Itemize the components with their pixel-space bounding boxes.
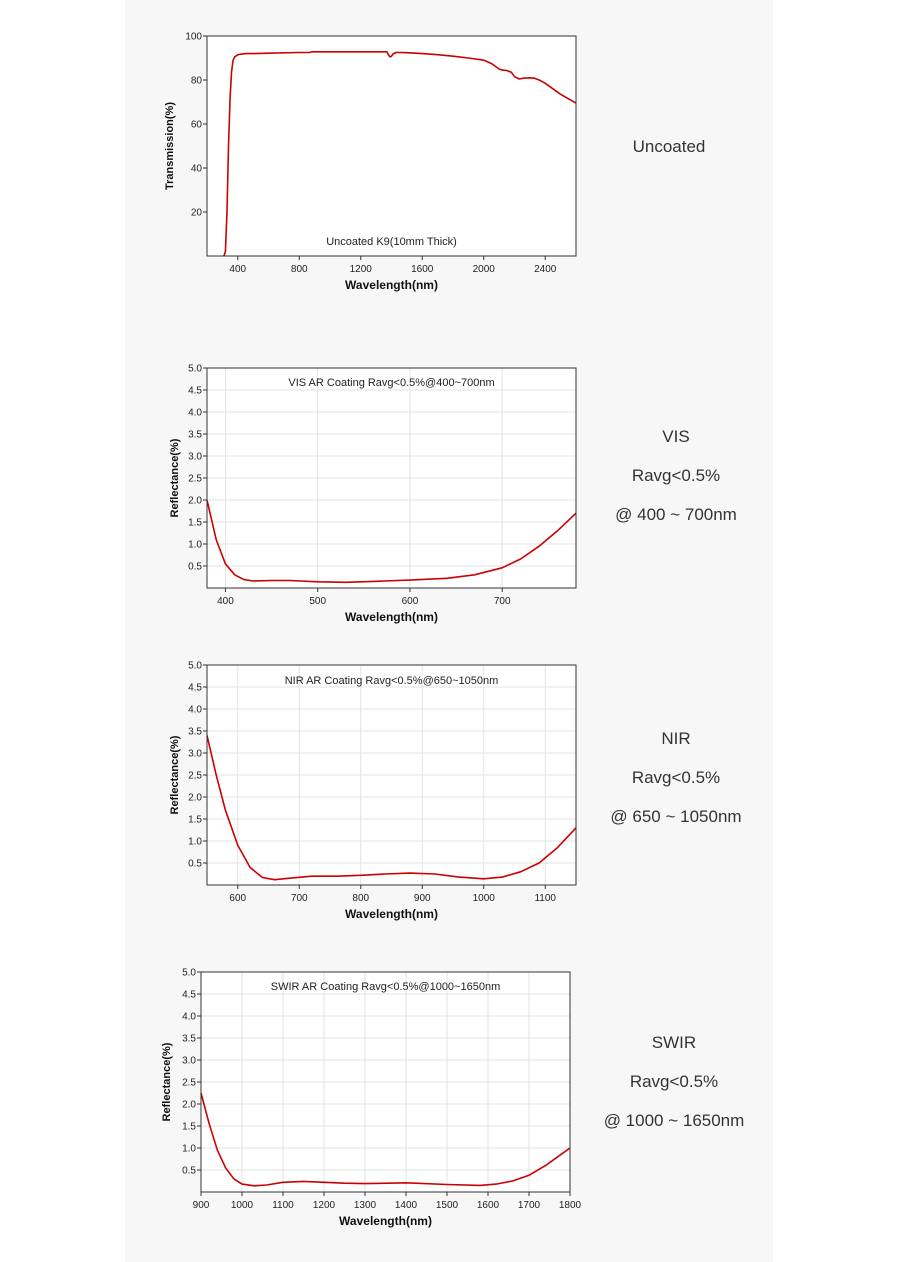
x-tick-label: 500: [309, 596, 327, 607]
y-tick-label: 3.5: [188, 429, 202, 441]
chart-title: VIS AR Coating Ravg<0.5%@400~700nm: [288, 377, 495, 389]
y-axis-label: Reflectance(%): [169, 735, 181, 815]
y-tick-label: 0.5: [188, 561, 202, 573]
y-tick-label: 80: [190, 75, 202, 87]
x-tick-label: 1700: [517, 1200, 541, 1211]
x-tick-label: 2000: [472, 264, 495, 275]
y-tick-label: 5.0: [182, 967, 196, 979]
label-line: @ 1000 ~ 1650nm: [603, 1111, 745, 1130]
x-tick-label: 1600: [411, 264, 434, 275]
label-line: VIS: [662, 427, 690, 446]
y-tick-label: 1.5: [188, 814, 202, 826]
y-axis-label: Reflectance(%): [161, 1042, 173, 1122]
x-tick-label: 600: [229, 893, 247, 904]
y-tick-label: 100: [185, 31, 202, 43]
chart-title: Uncoated K9(10mm Thick): [326, 236, 457, 248]
x-tick-label: 1200: [349, 264, 372, 275]
x-tick-label: 1400: [394, 1200, 418, 1211]
y-tick-label: 3.0: [188, 451, 202, 463]
y-tick-label: 3.0: [182, 1055, 196, 1067]
y-tick-label: 4.5: [188, 385, 202, 397]
label-line: Ravg<0.5%: [631, 466, 721, 485]
x-tick-label: 700: [493, 596, 511, 607]
y-tick-label: 3.0: [188, 748, 202, 760]
x-tick-label: 1000: [230, 1200, 254, 1211]
y-tick-label: 1.5: [182, 1121, 196, 1133]
y-tick-label: 4.0: [188, 407, 202, 419]
y-tick-label: 2.0: [188, 792, 202, 804]
x-tick-label: 600: [401, 596, 419, 607]
y-tick-label: 4.5: [182, 989, 196, 1001]
label-line: Ravg<0.5%: [631, 768, 721, 787]
y-tick-label: 2.5: [188, 473, 202, 485]
y-tick-label: 5.0: [188, 660, 202, 672]
y-tick-label: 20: [190, 207, 202, 219]
label-line: @ 400 ~ 700nm: [615, 505, 737, 524]
y-tick-label: 5.0: [188, 363, 202, 375]
plot-area: [207, 36, 576, 256]
chart-title: SWIR AR Coating Ravg<0.5%@1000~1650nm: [270, 981, 501, 993]
label-line: SWIR: [651, 1033, 697, 1052]
y-tick-label: 4.5: [188, 682, 202, 694]
x-tick-label: 1100: [272, 1200, 294, 1211]
y-tick-label: 2.0: [182, 1099, 196, 1111]
x-tick-label: 800: [290, 264, 308, 275]
y-tick-label: 3.5: [182, 1033, 196, 1045]
y-tick-label: 3.5: [188, 726, 202, 738]
x-tick-label: 1000: [472, 893, 495, 904]
x-tick-label: 700: [290, 893, 308, 904]
x-axis-label: Wavelength(nm): [345, 278, 438, 292]
x-tick-label: 400: [229, 264, 247, 275]
label-uncoated: [569, 127, 769, 166]
chart-title: NIR AR Coating Ravg<0.5%@650~1050nm: [284, 675, 499, 687]
x-tick-label: 2400: [534, 264, 557, 275]
chart-3: [161, 968, 582, 1229]
y-tick-label: 2.0: [188, 495, 202, 507]
x-tick-label: 900: [192, 1200, 210, 1211]
y-tick-label: 1.0: [182, 1143, 196, 1155]
y-axis-label: Transmission(%): [164, 101, 176, 191]
x-tick-label: 1600: [476, 1200, 500, 1211]
y-tick-label: 1.5: [188, 517, 202, 529]
y-tick-label: 2.5: [182, 1077, 196, 1089]
y-tick-label: 60: [190, 119, 202, 131]
label-vis: [576, 417, 776, 534]
x-tick-label: 800: [352, 893, 370, 904]
label-line: NIR: [661, 729, 691, 748]
x-tick-label: 400: [217, 596, 234, 607]
x-tick-label: 1200: [312, 1200, 336, 1211]
y-tick-label: 4.0: [182, 1011, 196, 1023]
y-tick-label: 2.5: [188, 770, 202, 782]
x-tick-label: 1100: [534, 893, 557, 904]
y-tick-label: 4.0: [188, 704, 202, 716]
x-axis-label: Wavelength(nm): [345, 610, 438, 624]
y-axis-label: Reflectance(%): [169, 438, 181, 518]
x-tick-label: 1500: [435, 1200, 459, 1211]
x-tick-label: 900: [413, 893, 431, 904]
x-tick-label: 1300: [353, 1200, 377, 1211]
label-swir: [574, 1023, 774, 1140]
y-tick-label: 1.0: [188, 539, 202, 551]
chart-2: [169, 661, 576, 922]
label-nir: [576, 719, 776, 836]
y-tick-label: 40: [190, 163, 202, 175]
label-line: Ravg<0.5%: [629, 1072, 719, 1091]
label-line: Uncoated: [632, 137, 706, 156]
chart-0: [164, 32, 576, 293]
y-tick-label: 1.0: [188, 836, 202, 848]
y-tick-label: 0.5: [188, 858, 202, 870]
chart-1: [169, 364, 576, 625]
x-tick-label: 1800: [558, 1200, 582, 1211]
y-tick-label: 0.5: [182, 1165, 196, 1177]
x-axis-label: Wavelength(nm): [345, 907, 438, 921]
label-line: @ 650 ~ 1050nm: [610, 807, 742, 826]
x-axis-label: Wavelength(nm): [339, 1214, 432, 1228]
